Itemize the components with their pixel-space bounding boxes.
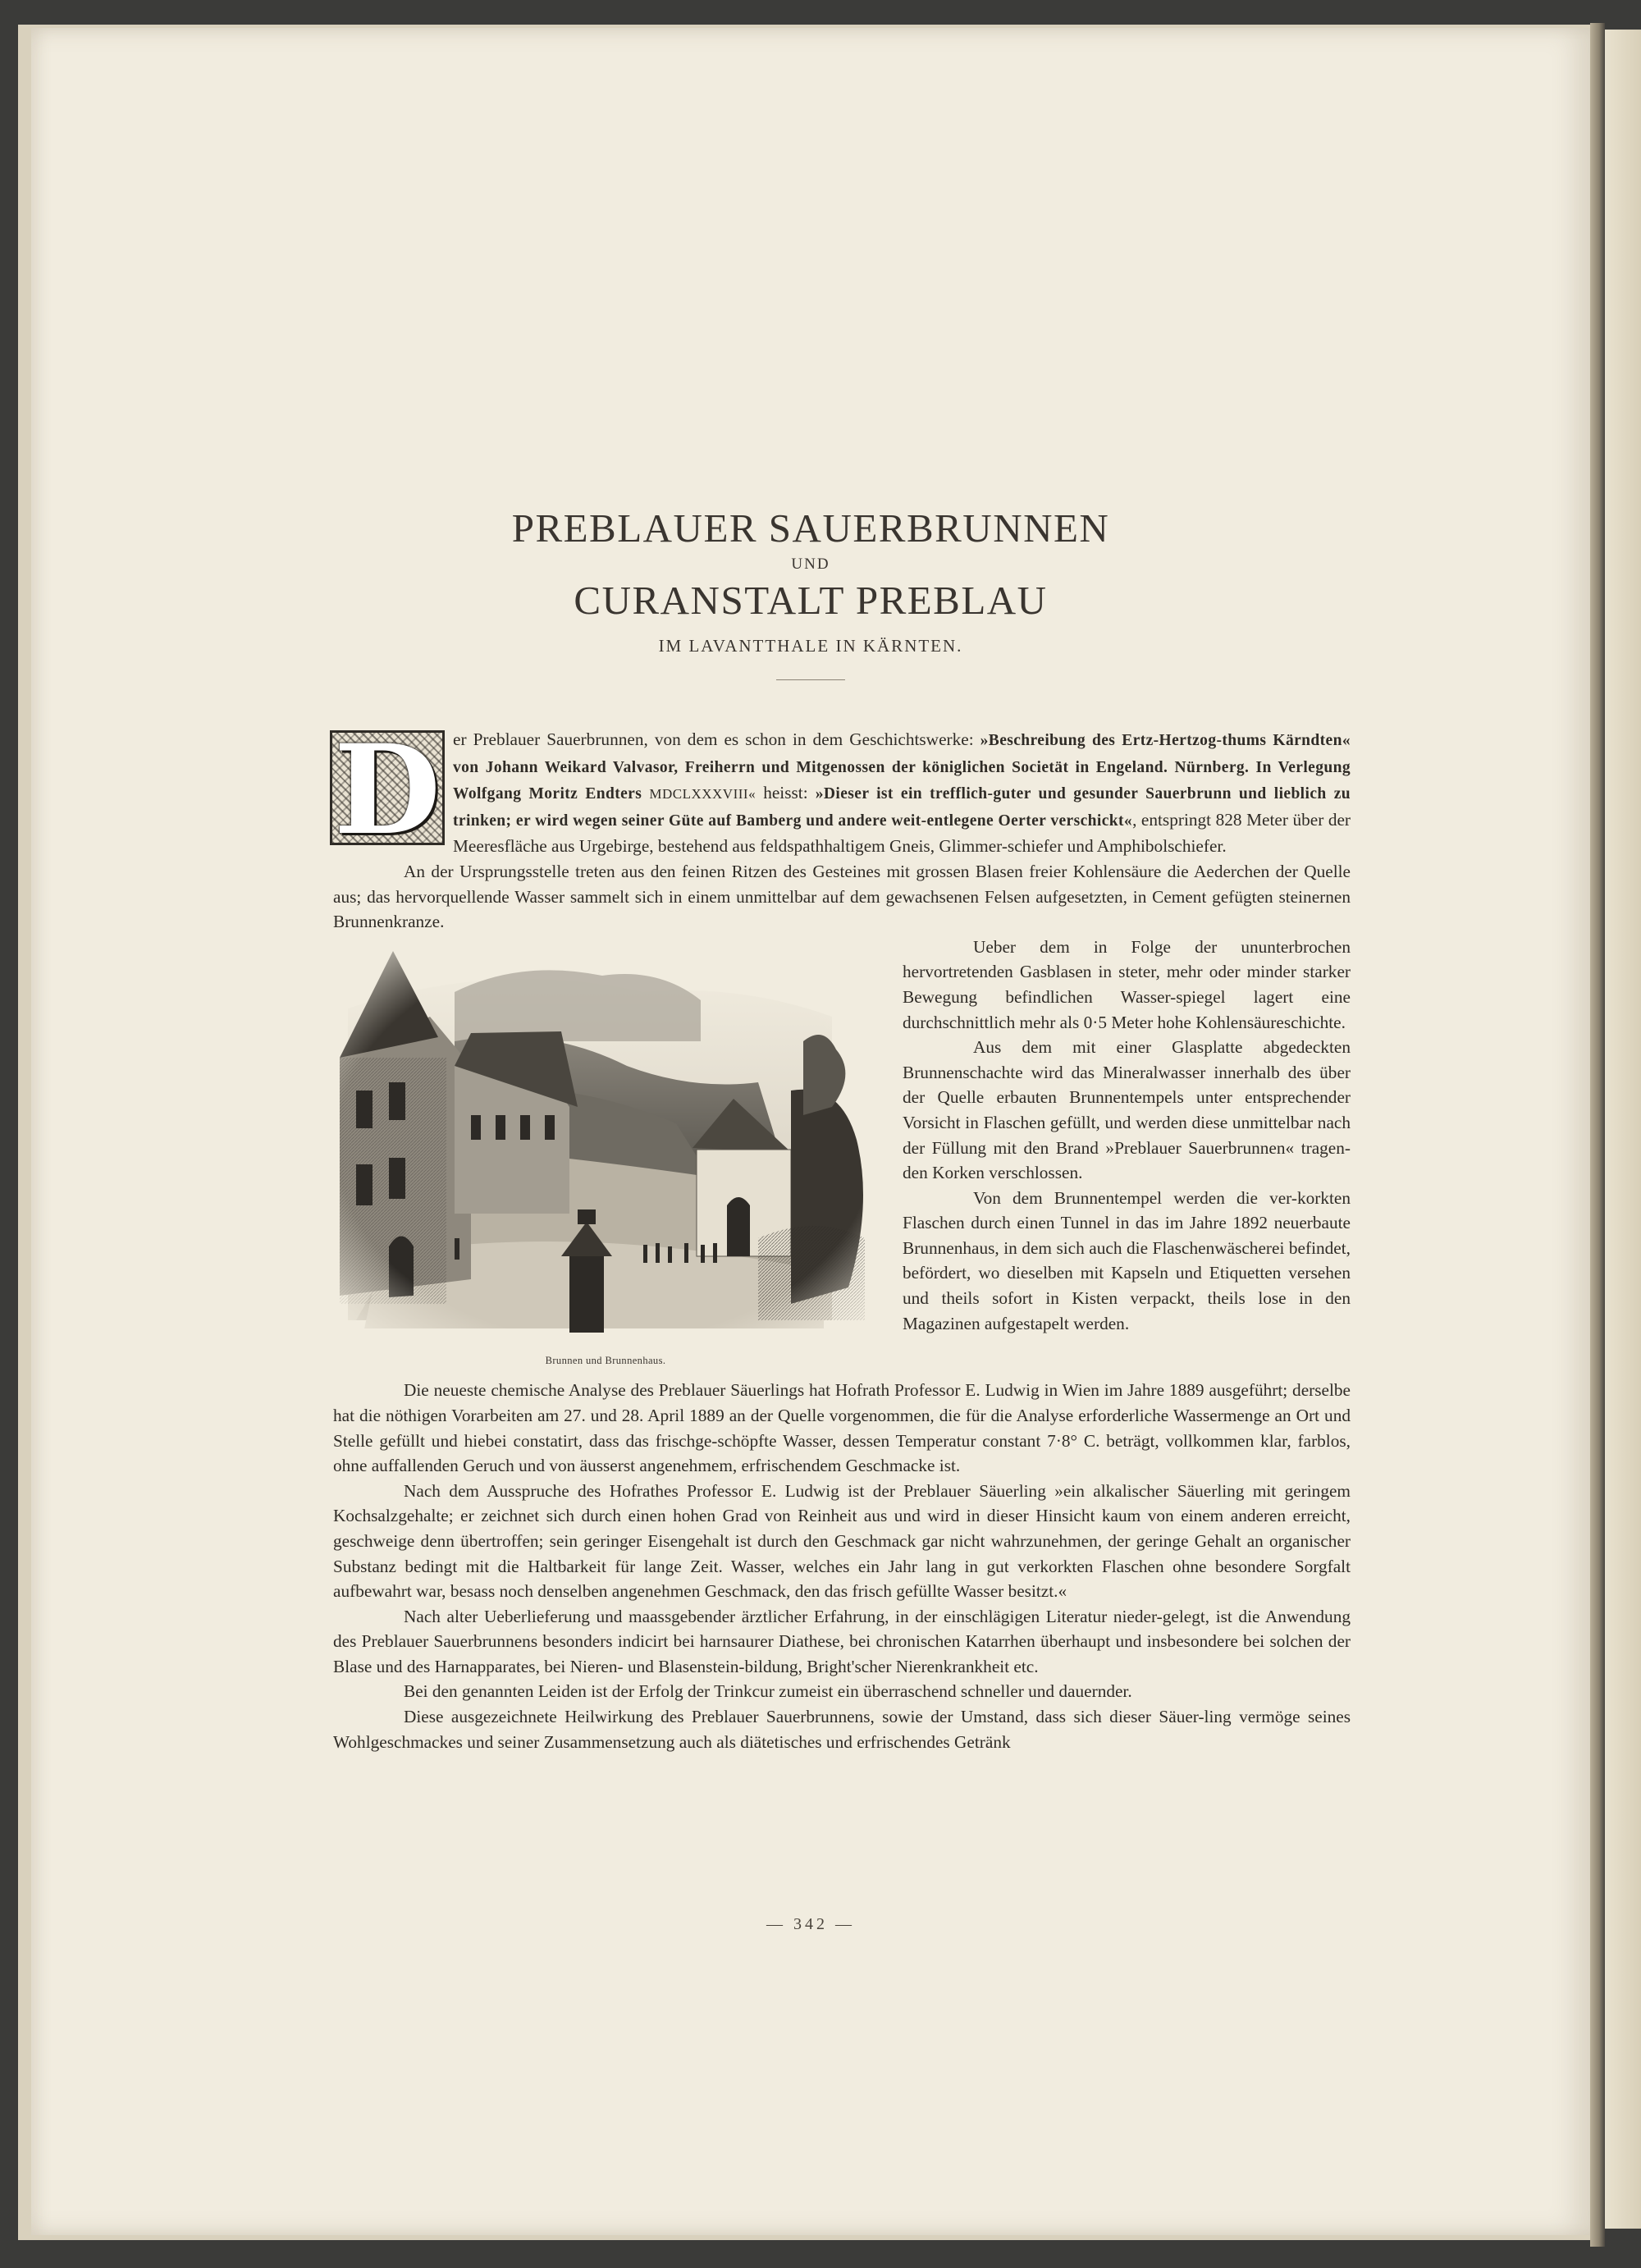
book-spine: [1590, 23, 1605, 2247]
paragraph-9: Bei den genannten Leiden ist der Erfolg der Trinkcur zumeist ein überraschend schneller und dauernder.: [404, 1681, 1132, 1702]
paragraph-10: Diese ausgezeichnete Heilwirkung des Preblauer Sauerbrunnens, sowie der Umstand, dass sich dieser Säuer-ling vermöge seines Wohlgeschmackes und seiner Zusammensetzung auch als diätetisches und erfrischendes Getränk: [333, 1707, 1351, 1752]
dropcap-letter: D: [333, 718, 441, 862]
paragraph-7: Nach dem Ausspruche des Hofrathes Professor E. Ludwig ist der Preblauer Säuerling »ein alkalischer Säuerling mit geringem Kochsalzgehalte; er zeichnet sich durch einen hohen Grad von Reinheit aus und wird in dieser Hinsicht kaum von einem anderen erreicht, geschweige denn übertroffen; sein geringer Eisengehalt ist durch den Geschmack gar nicht wahrzunehmen, der geringe Gehalt an organischer Substanz bedingt mit die Haltbarkeit für lange Zeit. Wasser, welches ein Jahr lang in gut verkorkten Flaschen ohne besondere Sorgfalt aufbewahrt war, besass noch denselben angenehmen Geschmack, den das frisch gefüllte Wasser besitzt.«: [333, 1480, 1351, 1602]
engraving-illustration: [331, 943, 880, 1345]
p1-roman-year: MDCLXXXVIII«: [649, 786, 757, 802]
figure-caption: Brunnen und Brunnenhaus.: [545, 1354, 666, 1366]
paragraph-3: Ueber dem in Folge der ununterbrochen hervortretenden Gasblasen in steter, mehr oder minder starker Bewegung befindlichen Wasser-spiegel lagert eine durchschnittlich mehr als 0·5 Meter hohe Kohlensäureschichte.: [903, 936, 1351, 1032]
figure-brunnenhaus: [331, 943, 880, 1374]
paragraph-5: Von dem Brunnentempel werden die ver-korkten Flaschen durch einen Tunnel in das im Jahre 1892 neuerbaute Brunnenhaus, in dem sich auch die Flaschenwäscherei befindet, befördert, wo dieselben mit Kapseln und Etiquetten versehen und theils sofort in Kisten verpackt, theils lose in den Magazinen aufgestapelt werden.: [903, 1187, 1351, 1333]
dropcap-initial: [330, 718, 445, 862]
page-number: — 342 —: [766, 1915, 855, 1933]
p1-quote-valvasor: »Beschreibung des Ertz-Hertzog-thums Kärndten« von Johann Weikard Valvasor, Freiherrn und Mitgenossen der königlichen Societät in Engeland. Nürnberg. In Verlegung Wolfgang Moritz Endters: [453, 732, 1351, 803]
next-page-edge: [1605, 30, 1641, 2229]
subtitle: IM LAVANTTHALE IN KÄRNTEN.: [658, 636, 963, 656]
title-connector: UND: [791, 556, 830, 573]
p1-text-c: , entspringt 828 Meter über der Meeresfläche aus Urgebirge, bestehend aus feldspathhaltigem Gneis, Glimmer-schiefer und Amphibolschiefer.: [453, 809, 1351, 857]
paragraph-4: Aus dem mit einer Glasplatte abgedeckten Brunnenschachte wird das Mineralwasser innerhalb des über der Quelle erbauten Brunnentempels unter entsprechender Vorsicht in Flaschen gefüllt, und werden diese unmittelbar nach der Füllung mit den Brand »Preblauer Sauerbrunnen« tragen-den Korken verschlossen.: [903, 1037, 1351, 1183]
p1-text-a: er Preblauer Sauerbrunnen, von dem es schon in dem Geschichtswerke:: [453, 729, 980, 749]
p1-text-b: heisst:: [756, 783, 816, 803]
p1-quote-sauerbrunn: »Dieser ist ein trefflich-guter und gesunder Sauerbrunn und lieblich zu trinken; er wird wegen seiner Güte auf Bamberg und andere weit-entlegene Oerter verschickt«: [453, 785, 1351, 830]
title-rule: [776, 679, 845, 680]
article-body: [333, 718, 1351, 1754]
title-line-1: PREBLAUER SAUERBRUNNEN: [511, 505, 1110, 551]
title-line-2: CURANSTALT PREBLAU: [574, 578, 1048, 623]
paragraph-6: Die neueste chemische Analyse des Preblauer Säuerlings hat Hofrath Professor E. Ludwig in Wien im Jahre 1889 ausgeführt; derselbe hat die nöthigen Vorarbeiten am 27. und 28. April 1889 an der Quelle vorgenommen, die für die Analyse erforderliche Wassermenge an Ort und Stelle gefüllt und hiebei constatirt, dass das frischge-schöpfte Wasser, dessen Temperatur constant 7·8° C. beträgt, vollkommen klar, farblos, ohne auffallenden Geruch und von äusserst angenehmem, erfrischendem Geschmacke ist.: [333, 1380, 1351, 1476]
paragraph-1: [333, 718, 1351, 862]
paragraph-2: An der Ursprungsstelle treten aus den feinen Ritzen des Gesteines mit grossen Blasen freier Kohlensäure die Aederchen der Quelle aus; das hervorquellende Wasser sammelt sich in einem unmittelbar auf dem gewachsenen Felsen aufgesetzten, in Cement gefügten steinernen Brunnenkranze.: [333, 861, 1351, 932]
title-block: [31, 502, 1590, 680]
paragraph-8: Nach alter Ueberlieferung und maassgebender ärztlicher Erfahrung, in der einschlägigen Literatur nieder-gelegt, ist die Anwendung des Preblauer Sauerbrunnens besonders indicirt bei harnsaurer Diathese, bei chronischen Katarrhen überhaupt und insbesondere bei solchen der Blase und des Harnapparates, bei Nieren- und Blasenstein-bildung, Bright'scher Nierenkrankheit etc.: [333, 1606, 1351, 1676]
